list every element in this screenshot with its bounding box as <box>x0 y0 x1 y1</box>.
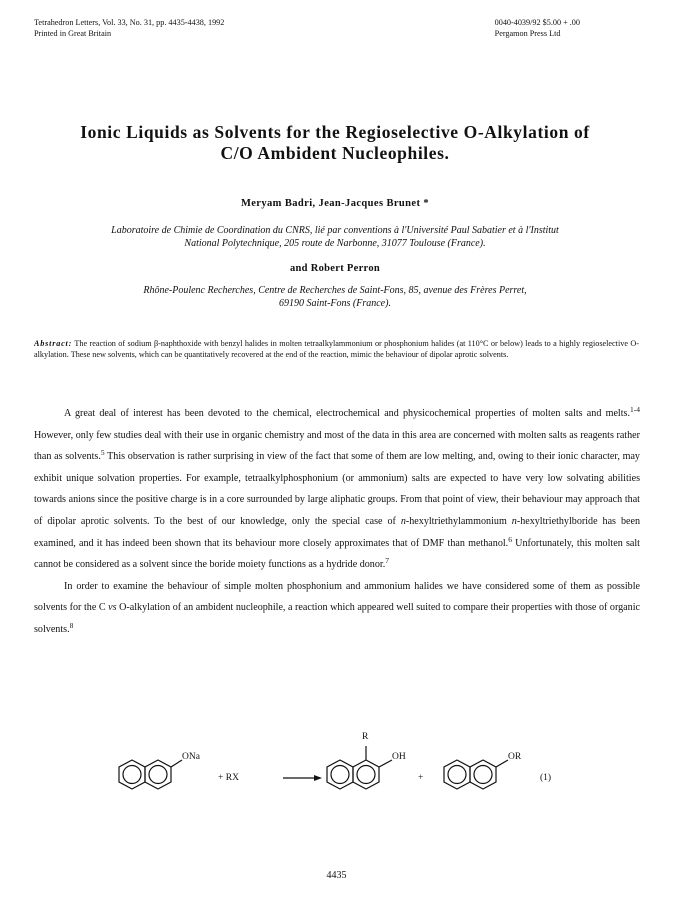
reaction-scheme-drawing <box>100 730 580 800</box>
body-text <box>34 403 640 641</box>
naphthalene-structure-2 <box>327 746 392 789</box>
paper-title <box>30 122 640 164</box>
reaction-scheme <box>100 730 580 800</box>
reference-mark: 5 <box>100 448 105 458</box>
reference-mark: 6 <box>508 534 512 544</box>
title-line-2: C/O Ambident Nucleophiles. <box>220 143 450 163</box>
affiliation-2-line-2: 69190 Saint-Fons (France). <box>279 297 391 309</box>
naphthalene-structure-3 <box>444 760 508 789</box>
p1-text-a: A great deal of interest has been devoted to the chemical, electrochemical and physicochemical properties of molten salts and melts. <box>64 408 630 419</box>
oh-label: OH <box>392 752 406 762</box>
p1-text-c: This observation is rather surprising in view of the fact that some of them are low melting, and, owing to their ionic character, may exhibit unique solvation properties. For example, tetraalkylphosphonium (or ammonium) salts are expected to have very low solvating abilities towards anions since the positive charge is in a core surrounded by large aliphatic groups. From that point of view, their behaviour may approach that of dipolar aprotic solvents. To the best of our knowledge, only the special case of <box>34 451 640 527</box>
r-label: R <box>362 732 369 742</box>
affiliation-1 <box>30 225 640 250</box>
printed-in-line: Printed in Great Britain <box>34 29 112 38</box>
abstract <box>34 338 639 360</box>
p1-text-b: However, only few studies deal with their use in organic chemistry and most of the data in this area are concerned with molten salts as reagents rather than as solvents. <box>34 429 640 463</box>
journal-citation <box>34 17 224 39</box>
reference-mark: 7 <box>385 556 389 566</box>
abstract-label: Abstract: <box>34 339 73 348</box>
page-number: 4435 <box>326 870 347 881</box>
paragraph-2 <box>34 576 640 641</box>
naphthalene-structure-1 <box>119 760 182 789</box>
italic-n: n <box>400 515 406 527</box>
authors: Meryam Badri, Jean-Jacques Brunet * <box>240 198 430 209</box>
p2-text-b: O-alkylation of an ambident nucleophile, a reaction which appeared well suited to compare their properties with those of organic solvents. <box>34 602 640 635</box>
citation-line: Tetrahedron Letters, Vol. 33, No. 31, pp. 4435-4438, 1992 <box>34 18 225 27</box>
second-author: and Robert Perron <box>289 263 381 274</box>
ona-label: ONa <box>182 752 200 762</box>
or-label: OR <box>508 752 522 762</box>
equation-number: (1) <box>540 773 552 783</box>
p1-text-e: -hexyltriethylboride has been examined, and it has indeed been shown that its behaviour more closely approximates that of DMF than methanol. <box>34 515 640 549</box>
italic-vs: vs <box>108 602 117 614</box>
p2-text-a: In order to examine the behaviour of simple molten phosphonium and ammonium halides we have considered some of them as possible solvents for the C <box>34 580 640 614</box>
italic-n: n <box>511 515 517 527</box>
p1-text-f: Unfortunately, this molten salt cannot be considered as a solvent since the boride moiety functions as a hydride donor. <box>34 537 640 571</box>
plus-rx-label: + RX <box>218 773 239 783</box>
publisher-info <box>495 17 580 39</box>
paragraph-1 <box>34 403 640 576</box>
abstract-text: The reaction of sodium β-naphthoxide with benzyl halides in molten tetraalkylammonium or phosphonium halides (at 110°C or below) leads to a highly regioselective O-alkylation. These new solvents, which can be quantitatively recovered at the end of the reaction, mimic the behaviour of dipolar aprotic solvents. <box>34 339 639 359</box>
affiliation-1-line-2: National Polytechnique, 205 route de Narbonne, 31077 Toulouse (France). <box>184 237 486 249</box>
affiliation-2 <box>30 285 640 310</box>
issn-price: 0040-4039/92 $5.00 + .00 <box>494 18 580 27</box>
affiliation-1-line-1: Laboratoire de Chimie de Coordination du CNRS, lié par conventions à l'Université Paul Sabatier et à l'Institut <box>111 225 559 236</box>
plus-label: + <box>418 773 424 783</box>
p1-text-d: -hexyltriethylammonium <box>405 515 512 527</box>
reference-mark: 1-4 <box>630 405 640 414</box>
title-line-1: Ionic Liquids as Solvents for the Regioselective O-Alkylation of <box>80 122 590 142</box>
publisher-name: Pergamon Press Ltd <box>494 29 561 38</box>
reference-mark: 8 <box>69 620 74 630</box>
affiliation-2-line-1: Rhône-Poulenc Recherches, Centre de Recherches de Saint-Fons, 85, avenue des Frères Perret, <box>143 285 527 296</box>
